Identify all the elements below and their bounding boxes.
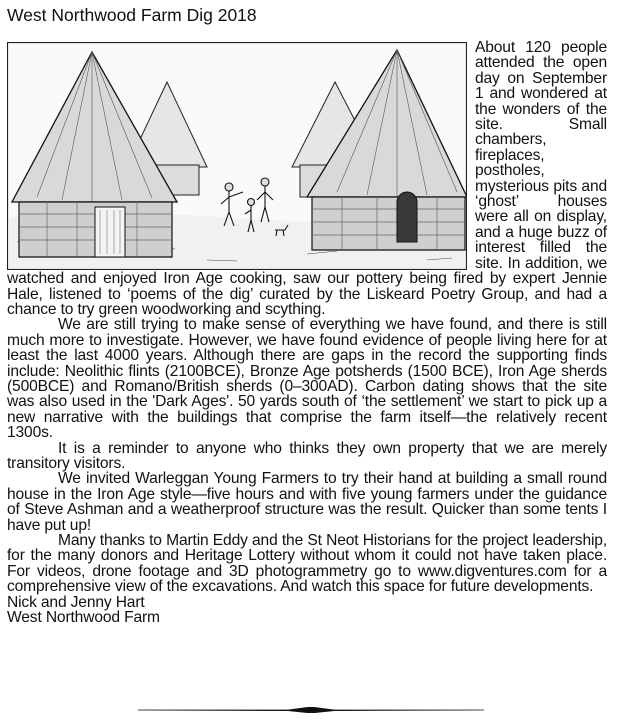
section-divider <box>138 707 484 713</box>
iron-age-village-drawing <box>7 42 467 270</box>
paragraph-1: About 120 people attended the open day on September 1 and wondered at the wonders of the site. Small chambers, fireplaces, postholes, mysterious pits and ‘ghost’ houses were all on display, and a huge buzz of interest filled the site. In addition, we watched and enjoyed Iron Age cooking, saw our pottery being fired by expert Jennie Hale, listened to ‘poems of the dig’ curated by the Liskeard Poetry Group, and had a chance to try green woodworking and scything. <box>7 39 607 318</box>
article-title: West Northwood Farm Dig 2018 <box>7 5 257 25</box>
paragraph-3: It is a reminder to anyone who thinks they own property that we are merely transitory visitors. <box>7 439 607 472</box>
signoff-place: West Northwood Farm <box>7 609 160 627</box>
paragraph-4: We invited Warleggan Young Farmers to try their hand at building a small round house in the Iron Age style—five hours and with five young farmers under the guidance of Steve Ashman and a weatherproof structure was the result. Quicker than some tents I have put up! <box>7 470 607 534</box>
paragraph-2: We are still trying to make sense of everything we have found, and there is still much more to investigate. However, we have found evidence of people living here for at least the last 4000 years. Although there are gaps in the record the supporting finds include: Neolithic flints (2100BCE), Bronze Age potsherds (1500 BCE), Iron Age sherds (500BCE) and Romano/British sherds (0–300AD). Carbon dating shows that the site was also used in the 'Dark Ages'. 50 yards south of ‘the settlement’ we start to pick up a new narrative with the buildings that comprise the farm itself—the relatively recent 1300s. <box>7 316 607 442</box>
roundhouse-illustration <box>7 42 467 270</box>
signoff-names: Nick and Jenny Hart <box>7 593 145 611</box>
article-body <box>7 40 607 625</box>
paragraph-5: Many thanks to Martin Eddy and the St Neot Historians for the project leadership, for the many donors and Heritage Lottery without whom it could not have taken place. For videos, drone footage and 3D photogrammetry go to www.digventures.com for a comprehensive view of the excavations. And watch this space for future developments. <box>7 532 607 596</box>
